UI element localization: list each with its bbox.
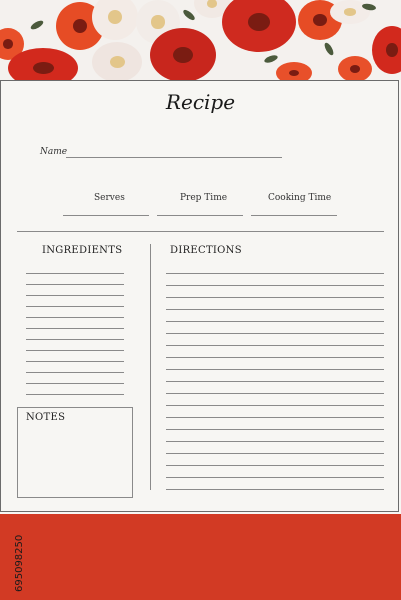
direction-line[interactable] — [166, 453, 384, 454]
ingredient-line[interactable] — [26, 361, 124, 362]
direction-line[interactable] — [166, 333, 384, 334]
direction-line[interactable] — [166, 357, 384, 358]
red-flower-icon — [8, 48, 78, 80]
direction-line[interactable] — [166, 381, 384, 382]
direction-line[interactable] — [166, 285, 384, 286]
direction-line[interactable] — [166, 309, 384, 310]
ingredients-heading: INGREDIENTS — [42, 245, 123, 256]
section-divider — [17, 231, 384, 232]
page-title: Recipe — [165, 90, 236, 114]
ingredient-line[interactable] — [26, 306, 124, 307]
leaf-icon — [263, 54, 278, 64]
direction-line[interactable] — [166, 393, 384, 394]
red-flower-icon — [372, 26, 401, 74]
cooking-time-field-line[interactable] — [251, 215, 337, 216]
ingredient-line[interactable] — [26, 383, 124, 384]
ingredient-line[interactable] — [26, 295, 124, 296]
direction-line[interactable] — [166, 405, 384, 406]
prep-time-label: Prep Time — [180, 193, 228, 203]
directions-heading: DIRECTIONS — [170, 245, 242, 256]
white-flower-icon — [92, 0, 138, 40]
name-field-line[interactable] — [66, 157, 282, 158]
stock-id-text — [3, 462, 25, 592]
direction-line[interactable] — [166, 477, 384, 478]
ingredient-line[interactable] — [26, 284, 124, 285]
footer-band — [0, 514, 401, 600]
leaf-icon — [323, 41, 335, 56]
ingredient-line[interactable] — [26, 273, 124, 274]
floral-header-image — [0, 0, 401, 80]
leaf-icon — [29, 19, 44, 31]
notes-heading: NOTES — [26, 412, 66, 423]
direction-line[interactable] — [166, 465, 384, 466]
ingredient-line[interactable] — [26, 339, 124, 340]
leaf-icon — [182, 8, 197, 22]
ingredient-line[interactable] — [26, 394, 124, 395]
direction-line[interactable] — [166, 417, 384, 418]
ingredient-line[interactable] — [26, 350, 124, 351]
red-flower-icon — [222, 0, 296, 52]
direction-line[interactable] — [166, 297, 384, 298]
prep-time-field-line[interactable] — [157, 215, 243, 216]
name-label: Name — [40, 147, 68, 157]
direction-line[interactable] — [166, 345, 384, 346]
white-flower-icon — [92, 42, 142, 80]
orange-flower-icon — [276, 62, 312, 80]
direction-line[interactable] — [166, 369, 384, 370]
ingredient-line[interactable] — [26, 372, 124, 373]
direction-line[interactable] — [166, 321, 384, 322]
serves-field-line[interactable] — [63, 215, 149, 216]
red-flower-icon — [150, 28, 216, 80]
direction-line[interactable] — [166, 489, 384, 490]
stock-id-value: 695098250 — [14, 534, 25, 592]
direction-line[interactable] — [166, 273, 384, 274]
orange-flower-icon — [338, 56, 372, 80]
ingredient-line[interactable] — [26, 328, 124, 329]
cooking-time-label: Cooking Time — [268, 193, 332, 203]
column-divider — [150, 244, 151, 490]
serves-label: Serves — [94, 193, 125, 203]
ingredient-line[interactable] — [26, 317, 124, 318]
direction-line[interactable] — [166, 429, 384, 430]
direction-line[interactable] — [166, 441, 384, 442]
